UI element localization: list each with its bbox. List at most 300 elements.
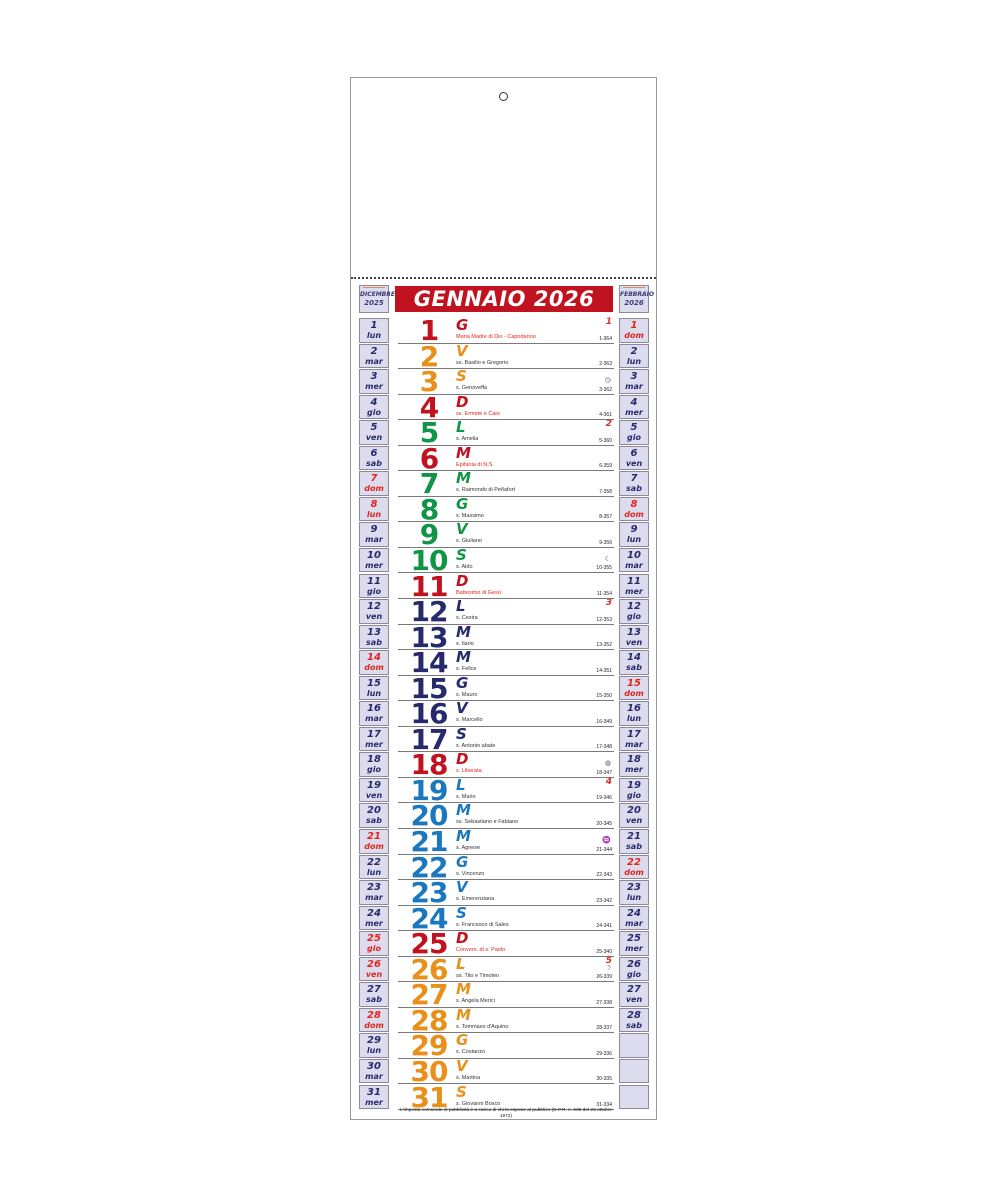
next-month-day-weekday: mar [625,382,643,392]
prev-month-day-cell [359,650,389,675]
day-of-year: 23-342 [596,897,612,904]
next-month-day-weekday: mer [625,944,643,954]
weekday-letter: M [456,1005,471,1024]
weekday-letter: S [456,545,467,564]
prev-month-day-number: 31 [367,1086,381,1098]
weekday-letter: D [456,392,469,411]
prev-month-day-number: 3 [370,371,378,383]
moon-phase-icon: ◷ [604,377,611,385]
day-of-year: 25-340 [596,948,612,955]
prev-month-day-number: 26 [367,958,381,970]
day-number: 12 [410,595,448,629]
next-month-day-weekday: lun [626,714,642,724]
day-number: 28 [410,1003,448,1037]
day-number: 9 [419,518,439,552]
weekday-letter: V [456,878,468,897]
next-month-name: FEBBRAIO [620,291,654,298]
next-month-day-weekday: mer [625,765,643,775]
prev-month-day-weekday: mer [365,739,383,749]
day-of-year: 22-343 [596,872,612,879]
day-number: 1 [419,314,439,347]
prev-month-day-weekday: ven [365,612,383,622]
next-month-day-weekday: mer [625,407,643,417]
next-month-day-cell [619,676,649,701]
next-month-day-weekday: gio [627,969,641,979]
weekday-letter: V [456,341,468,360]
next-month-day-weekday: mar [625,560,643,570]
saint-name: s. Angela Merici [456,998,495,1005]
prev-month-day-weekday: lun [366,867,382,877]
weekday-letter: M [456,469,471,488]
next-month-day-weekday: dom [624,331,644,340]
weekday-letter: L [456,418,466,437]
prev-month-day-cell [359,727,389,752]
legal-footer: L'imposta comunale di pubblicità è a carico di chi la espone al pubblico (D.P.R. n. 639 del 26 ottobre 1972) [399,1108,613,1119]
day-number: 27 [410,978,448,1012]
prev-month-day-cell [359,369,389,394]
weekday-letter: L [456,775,466,794]
prev-month-day-cell [359,625,389,650]
next-month-day-weekday: dom [624,509,644,519]
day-of-year: 27-338 [596,999,612,1006]
day-of-year: 18-347 [596,769,612,776]
next-month-day-number: 17 [627,728,641,740]
next-month-day-weekday: gio [627,790,641,800]
saint-name: ss. Sebastiano e Fabiano [456,819,519,826]
prev-month-day-weekday: dom [364,663,384,673]
day-of-year: 17-348 [596,744,612,751]
next-month-day-weekday: lun [626,356,642,366]
next-month-day-weekday: sab [626,663,642,673]
prev-month-day-number: 22 [367,856,381,868]
prev-month-day-cell [359,548,389,573]
day-number: 14 [410,646,448,680]
day-of-year: 29-336 [596,1050,612,1057]
day-of-year: 5-360 [599,437,612,444]
day-of-year: 8-357 [599,514,612,521]
hanging-hole [499,92,508,101]
saint-name: ss. Tito e Timoteo [456,972,500,979]
saint-name: s. Felice [456,666,477,673]
next-month-day-number: 14 [627,652,641,664]
day-of-year: 7-358 [599,488,612,495]
weekday-letter: G [456,1031,469,1050]
week-number: 3 [605,598,612,609]
next-month-day-cell [619,803,649,828]
next-month-day-weekday: sab [626,842,642,851]
weekday-letter: V [456,1056,468,1075]
day-number: 17 [410,722,448,756]
next-month-day-number: 26 [627,958,641,970]
saint-name: s. Vincenzo [456,870,485,877]
prev-month-day-number: 10 [367,549,381,561]
weekday-letter: S [456,724,467,743]
weekday-letter: G [456,494,469,513]
day-number: 13 [410,620,448,654]
day-number: 24 [410,901,448,935]
prev-month-day-cell [359,855,389,880]
week-number: 1 [605,317,612,327]
next-month-day-cell [619,395,649,420]
day-number: 8 [419,492,439,526]
next-month-day-cell [619,906,649,931]
prev-month-day-number: 2 [370,345,378,357]
moon-phase-icon: ◍ [604,760,611,768]
next-month-day-cell [619,625,649,650]
prev-month-day-weekday: lun [366,331,382,340]
next-month-day-cell [619,752,649,777]
saint-name: s. Raimondo di Peñafort [456,487,516,494]
weekday-letter: D [456,571,469,590]
prev-month-name: DICEMBRE [360,291,395,298]
weekday-letter: M [456,648,471,667]
saint-name: Battesimo di Gesù [456,589,501,596]
next-month-day-cell [619,829,649,854]
day-of-year: 14-351 [596,667,612,674]
prev-month-day-weekday: sab [366,995,382,1005]
next-month-day-number: 9 [630,524,638,536]
weekday-letter: G [456,852,469,871]
next-month-day-number: 5 [630,422,638,434]
prev-month-day-weekday: sab [366,816,382,826]
weekday-letter: S [456,903,467,922]
next-month-day-cell [619,701,649,726]
day-number: 30 [410,1054,448,1088]
prev-month-day-number: 25 [367,933,381,945]
next-month-day-cell [619,446,649,471]
prev-month-day-cell [359,982,389,1007]
day-of-year: 3-362 [599,386,612,393]
next-month-day-weekday: mar [625,739,643,749]
prev-month-day-cell [359,1085,389,1110]
day-number: 20 [410,799,448,833]
next-month-day-weekday: dom [624,688,644,698]
saint-name: s. Agnese [456,845,481,851]
prev-month-year: 2025 [364,299,384,307]
saint-name: s. Massimo [456,512,484,519]
saint-name: s. Francesco di Sales [456,921,509,928]
next-month-day-weekday: ven [625,637,643,647]
day-number: 15 [410,671,448,705]
saint-name: s. Mauro [456,691,478,698]
saint-name: s. Costanzo [456,1049,486,1056]
next-month-day-cell [619,931,649,956]
next-month-day-number: 21 [627,831,641,842]
next-month-day-number: 16 [627,703,641,715]
day-of-year: 30-335 [596,1076,612,1083]
day-of-year: 28-337 [596,1025,612,1032]
next-month-day-cell [619,1008,649,1033]
next-month-day-weekday: sab [626,1020,642,1030]
next-month-day-number: 3 [630,371,638,383]
next-month-day-number: 20 [627,805,641,817]
prev-month-day-number: 27 [367,984,381,996]
day-number: 16 [410,697,448,731]
prev-month-day-weekday: gio [367,586,381,596]
prev-month-day-weekday: mer [365,918,383,928]
day-of-year: 31-334 [596,1102,612,1109]
day-of-year: 13-352 [596,642,612,649]
day-number: 22 [410,850,448,884]
prev-month-day-number: 19 [367,779,381,791]
prev-month-day-cell [359,829,389,854]
prev-month-day-number: 21 [367,831,381,842]
prev-month-day-number: 17 [367,728,381,740]
saint-name: s. Giovanni Bosco [456,1100,501,1107]
saint-name: s. Aldo [456,563,473,570]
prev-month-day-number: 1 [370,320,378,331]
prev-month-day-number: 18 [367,754,381,766]
day-number: 4 [419,390,439,424]
weekday-letter: G [456,673,469,692]
prev-month-day-cell [359,395,389,420]
saint-name: s. Giuliano [456,538,482,545]
prev-month-day-cell [359,778,389,803]
next-month-day-number: 23 [627,882,641,894]
prev-month-day-cell [359,497,389,522]
day-of-year: 2-363 [599,361,612,368]
prev-month-day-weekday: ven [365,969,383,979]
prev-month-day-weekday: mer [365,560,383,570]
next-month-day-cell [619,1085,649,1110]
prev-month-day-cell [359,344,389,369]
next-month-day-weekday: gio [627,433,641,443]
prev-month-day-cell [359,880,389,905]
moon-phase-icon: ☽ [604,964,611,972]
next-month-day-weekday: ven [625,458,643,468]
next-month-day-weekday: lun [626,893,642,903]
moon-phase-icon: ♒ [602,837,611,844]
prev-month-day-weekday: lun [366,509,382,519]
day-number: 2 [419,339,439,373]
next-month-day-number: 10 [627,549,641,561]
day-number: 5 [419,416,439,450]
next-month-day-number: 28 [627,1009,641,1021]
weekday-letter: M [456,980,471,999]
next-month-day-cell [619,880,649,905]
saint-name: s. Liberata [456,768,482,775]
saint-name: ss. Ermete e Caio [456,410,500,417]
day-of-year: 4-361 [599,412,612,419]
prev-month-day-number: 12 [367,601,381,613]
day-of-year: 21-344 [596,846,612,853]
next-month-day-weekday: mar [625,918,643,928]
moon-phase-icon: ☾ [604,555,611,563]
perforation-line [351,277,656,279]
prev-month-day-weekday: gio [367,944,381,954]
weekday-letter: D [456,929,469,948]
next-month-day-number: 19 [627,779,641,791]
month-title: GENNAIO 2026 [395,286,613,312]
weekday-letter: G [456,316,469,334]
week-number: 5 [605,955,612,966]
next-month-day-cell [619,957,649,982]
prev-month-day-cell [359,522,389,547]
next-month-day-cell [619,1059,649,1084]
day-of-year: 10-355 [596,565,612,572]
saint-name: s. Emerenziana [456,896,495,903]
prev-month-day-weekday: ven [365,433,383,443]
prev-month-day-cell [359,957,389,982]
weekday-letter: M [456,622,471,641]
prev-month-day-cell [359,701,389,726]
next-month-day-cell [619,855,649,880]
next-month-day-cell [619,548,649,573]
prev-month-day-number: 14 [367,652,381,664]
prev-month-day-number: 20 [367,805,381,817]
prev-month-day-weekday: sab [366,637,382,647]
saint-name: s. Mario [456,793,476,800]
next-month-day-number: 11 [627,575,641,587]
day-of-year: 9-356 [599,539,612,546]
day-of-year: 16-349 [596,718,612,725]
day-number: 18 [410,748,448,782]
prev-month-day-number: 13 [367,626,381,638]
saint-name: Convers. di s. Paolo [456,947,506,954]
next-month-day-cell [619,344,649,369]
day-of-year: 12-353 [596,616,612,623]
weekday-letter: L [456,597,466,616]
day-of-year: 6-359 [599,463,612,470]
saint-name: s. Cesira [456,615,478,622]
saint-name: s. Tommaso d'Aquino [456,1023,509,1030]
prev-month-day-weekday: mar [365,1071,383,1081]
next-month-day-number: 22 [627,856,641,868]
next-month-day-number: 1 [630,320,638,331]
next-month-day-number: 7 [630,473,638,485]
saint-name: s. Martina [456,1074,481,1081]
prev-month-day-number: 7 [370,473,378,485]
prev-month-day-weekday: mar [365,893,383,903]
prev-month-header [359,285,395,313]
prev-month-day-number: 29 [367,1035,381,1047]
prev-month-day-number: 8 [370,498,378,510]
prev-month-day-cell [359,931,389,956]
prev-month-day-weekday: lun [366,1046,382,1056]
next-month-day-cell [619,369,649,394]
next-month-year: 2026 [624,299,644,307]
prev-month-day-number: 30 [367,1060,381,1072]
prev-month-day-cell [359,1033,389,1058]
prev-month-day-cell [359,574,389,599]
weekday-letter: L [456,954,466,973]
next-month-header [619,285,654,313]
prev-month-day-cell [359,446,389,471]
prev-month-day-number: 4 [370,396,378,408]
prev-month-day-weekday: mar [365,356,383,366]
prev-month-day-weekday: mer [365,1097,383,1107]
prev-month-day-weekday: mar [365,535,383,545]
prev-month-day-cell [359,1059,389,1084]
day-of-year: 24-341 [596,923,612,930]
next-month-day-cell [619,420,649,445]
next-month-day-cell [619,778,649,803]
prev-month-day-weekday: gio [367,765,381,775]
saint-name: s. Marcello [456,717,483,724]
week-number: 4 [605,776,612,787]
next-month-day-number: 8 [630,498,638,510]
next-month-day-number: 2 [630,345,638,357]
next-month-day-cell [619,522,649,547]
prev-month-day-cell [359,599,389,624]
prev-month-day-number: 28 [367,1009,381,1021]
prev-month-day-cell [359,906,389,931]
saint-name: ss. Basilio e Gregorio [456,359,509,366]
prev-month-day-number: 5 [370,422,378,434]
prev-month-day-number: 15 [367,677,381,689]
day-number: 7 [419,467,439,501]
saint-name: s. Genoveffa [456,385,488,392]
next-month-day-number: 15 [627,677,641,689]
prev-month-day-number: 23 [367,882,381,894]
next-month-day-cell [619,1033,649,1058]
next-month-day-cell [619,471,649,496]
next-month-day-number: 6 [630,447,638,459]
day-number: 19 [410,773,448,807]
weekday-letter: M [456,801,471,820]
saint-name: Maria Madre di Dio - Capodanno [456,334,536,340]
day-number: 25 [410,927,448,961]
weekday-letter: V [456,699,468,718]
day-of-year: 1-364 [599,335,612,342]
prev-month-day-weekday: ven [365,790,383,800]
next-month-day-cell [619,727,649,752]
day-of-year: 15-350 [596,693,612,700]
next-month-day-number: 4 [630,396,638,408]
day-number: 31 [410,1080,448,1114]
next-month-day-cell [619,599,649,624]
next-month-day-weekday: ven [625,816,643,826]
prev-month-day-cell [359,420,389,445]
day-of-year: 19-346 [596,795,612,802]
saint-name: s. Ilario [456,640,474,647]
day-of-year: 11-354 [596,591,612,598]
prev-month-day-cell [359,803,389,828]
next-month-day-cell [619,650,649,675]
prev-month-day-number: 6 [370,447,378,459]
weekday-letter: M [456,827,471,845]
next-month-day-number: 18 [627,754,641,766]
day-number: 11 [410,569,448,603]
saint-name: s. Antonio abate [456,742,496,749]
next-month-day-cell [619,318,649,343]
prev-month-day-weekday: lun [366,688,382,698]
weekday-letter: S [456,367,467,386]
day-of-year: 26-339 [596,974,612,981]
prev-month-day-number: 16 [367,703,381,715]
next-month-day-cell [619,982,649,1007]
day-number: 23 [410,876,448,910]
prev-month-day-number: 11 [367,575,381,587]
prev-month-day-weekday: dom [364,1020,384,1030]
day-number: 26 [410,952,448,986]
prev-month-day-weekday: dom [364,484,384,494]
next-month-day-cell [619,574,649,599]
day-number: 6 [419,441,439,475]
prev-month-day-weekday: sab [366,458,382,468]
prev-month-day-number: 9 [370,524,378,536]
weekday-letter: S [456,1082,467,1101]
day-number: 29 [410,1029,448,1063]
next-month-day-number: 13 [627,626,641,638]
prev-month-day-cell [359,1008,389,1033]
next-month-day-weekday: sab [626,484,642,494]
day-number: 3 [419,365,439,399]
prev-month-day-cell [359,318,389,343]
prev-month-day-weekday: dom [364,842,384,851]
weekday-letter: M [456,443,471,462]
prev-month-day-weekday: gio [367,407,381,417]
